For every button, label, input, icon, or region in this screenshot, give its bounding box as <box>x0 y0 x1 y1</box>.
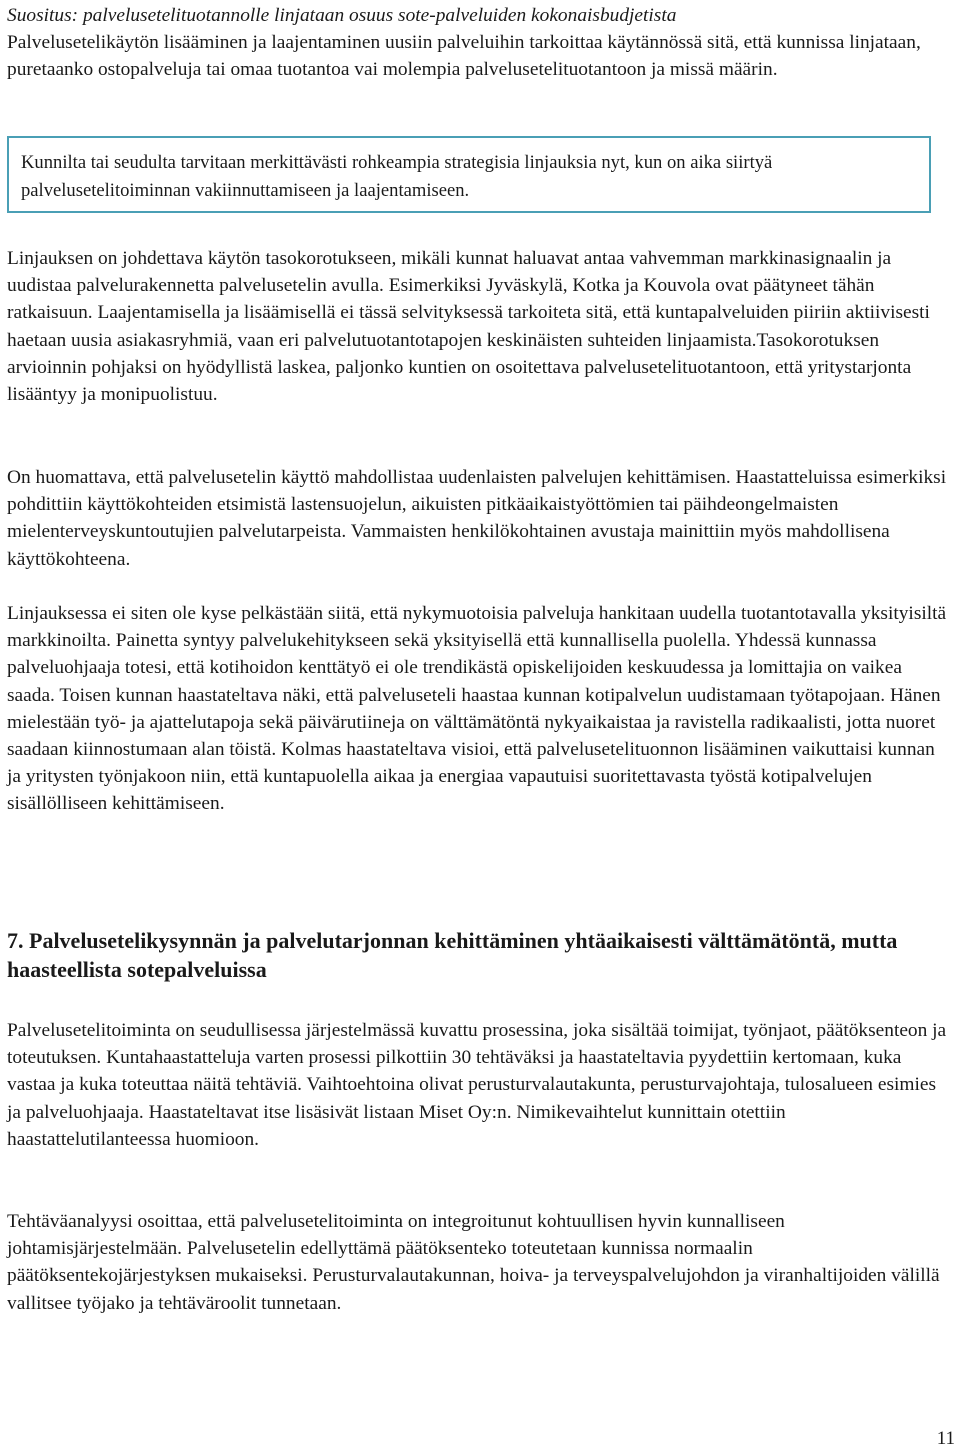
paragraph-palvelusetelitoiminta: Palvelusetelitoiminta on seudullisessa järjestelmässä kuvattu prosessina, joka sisältää toimijat, työnjaot, päätöksenteon ja toteutuksen. Kuntahaastatteluja varten prosessi pilkottiin 30 tehtäväksi ja haastateltavia pyydettiin kertomaan, kuka vastaa ja kuka toteuttaa näitä tehtäviä. Vaihtoehtoina olivat perusturvalautakunta, perusturvajohtaja, tulosalueen esimies ja palveluohjaaja. Haastateltavat itse lisäsivät listaan Miset Oy:n. Nimikevaihtelut kunnittain otettiin haastattelutilanteessa huomioon. <box>7 1020 947 1150</box>
highlight-box <box>7 136 931 213</box>
highlight-box-text: Kunnilta tai seudulta tarvitaan merkittävästi rohkeampia strategisia linjauksia nyt, kun on aika siirtyä palvelusetelitoiminnan vakiinnuttamiseen ja laajentamiseen. <box>21 152 773 201</box>
paragraph-linjauksen: Linjauksen on johdettava käytön tasokorotukseen, mikäli kunnat haluavat antaa vahvemman markkinasignaalin ja uudistaa palvelurakennetta palvelusetelin avulla. Esimerkiksi Jyväskylä, Kotka ja Kouvola ovat päätyneet tähän ratkaisuun. Laajentamisella ja lisäämisellä ei tässä selvityksessä tarkoiteta sitä, että kuntapalveluiden piiriin aktiivisesti haetaan uusia asiakasryhmiä, vaan eri palvelutuotantotapojen keskinäisten suhteiden linjaamista.Tasokorotuksen arvioinnin pohjaksi on hyödyllistä laskea, paljonko kuntien on osoitettava palvelusetelituotantoon, että yritystarjonta lisääntyy ja monipuolistuu. <box>7 248 930 406</box>
recommendation-title: Suositus: palvelusetelituotannolle linjataan osuus sote-palveluiden kokonaisbudjetista <box>7 5 677 26</box>
paragraph-huomattava: On huomattava, että palvelusetelin käyttö mahdollistaa uudenlaisten palvelujen kehittämisen. Haastatteluissa esimerkiksi pohdittiin käyttökohteiden etsimistä lastensuojelun, aikuisten pitkäaikaistyöttömien tai päihdeongelmaisten mielenterveyskuntoutujien palvelutarpeista. Vammaisten henkilökohtainen avustaja mainittiin myös mahdollisena käyttökohteena. <box>7 467 947 570</box>
recommendation-text: Palvelusetelikäytön lisääminen ja laajentaminen uusiin palveluihin tarkoittaa käytännössä sitä, että kunnissa linjataan, puretaanko ostopalveluja tai omaa tuotantoa vai molempia palvelusetelituotantoon ja missä määrin. <box>7 32 921 81</box>
page-number: 11 <box>936 1428 955 1449</box>
paragraph-tehtavaanalyysi: Tehtäväanalyysi osoittaa, että palvelusetelitoiminta on integroitunut kohtuullisen hyvin kunnalliseen johtamisjärjestelmään. Palvelusetelin edellyttämä päätöksenteko toteutetaan kunnissa normaalin päätöksentekojärjestyksen mukaiseksi. Perusturvalautakunnan, hoiva- ja terveyspalvelujohdon ja viranhaltijoiden välillä vallitsee työjako ja tehtäväroolit tunnetaan. <box>7 1211 940 1314</box>
recommendation-block <box>7 2 953 84</box>
paragraph-linjauksessa: Linjauksessa ei siten ole kyse pelkästään siitä, että nykymuotoisia palveluja hankitaan uudella tuotantotavalla yksityisiltä markkinoilta. Painetta syntyy palvelukehitykseen sekä yksityisellä että kunnallisella puolella. Yhdessä kunnassa palveluohjaaja totesi, että kotihoidon kenttätyö ei ole trendikästä opiskelijoiden keskuudessa ja lomittajia on vaikea saada. Toisen kunnan haastateltava näki, että palveluseteli haastaa kunnan kotipalvelun uudistamaan työtapojaan. Hänen mielestään työ- ja ajattelutapoja sekä päivärutiineja on välttämätöntä nykyaikaistaa ja ravistella radikaalisti, jotta nuoret saadaan kiinnostumaan alan töistä. Kolmas haastateltava visioi, että palvelusetelituonnon lisääminen vaikuttaisi kunnan ja yritysten työnjakoon niin, että kuntapuolella aikaa ja energiaa vapautuisi suoritettavasta työstä kotipalvelujen sisällölliseen kehittämiseen. <box>7 603 947 815</box>
section-heading: 7. Palvelusetelikysynnän ja palvelutarjonnan kehittäminen yhtäaikaisesti välttämätöntä, mutta haasteellista sotepalveluissa <box>7 928 898 982</box>
